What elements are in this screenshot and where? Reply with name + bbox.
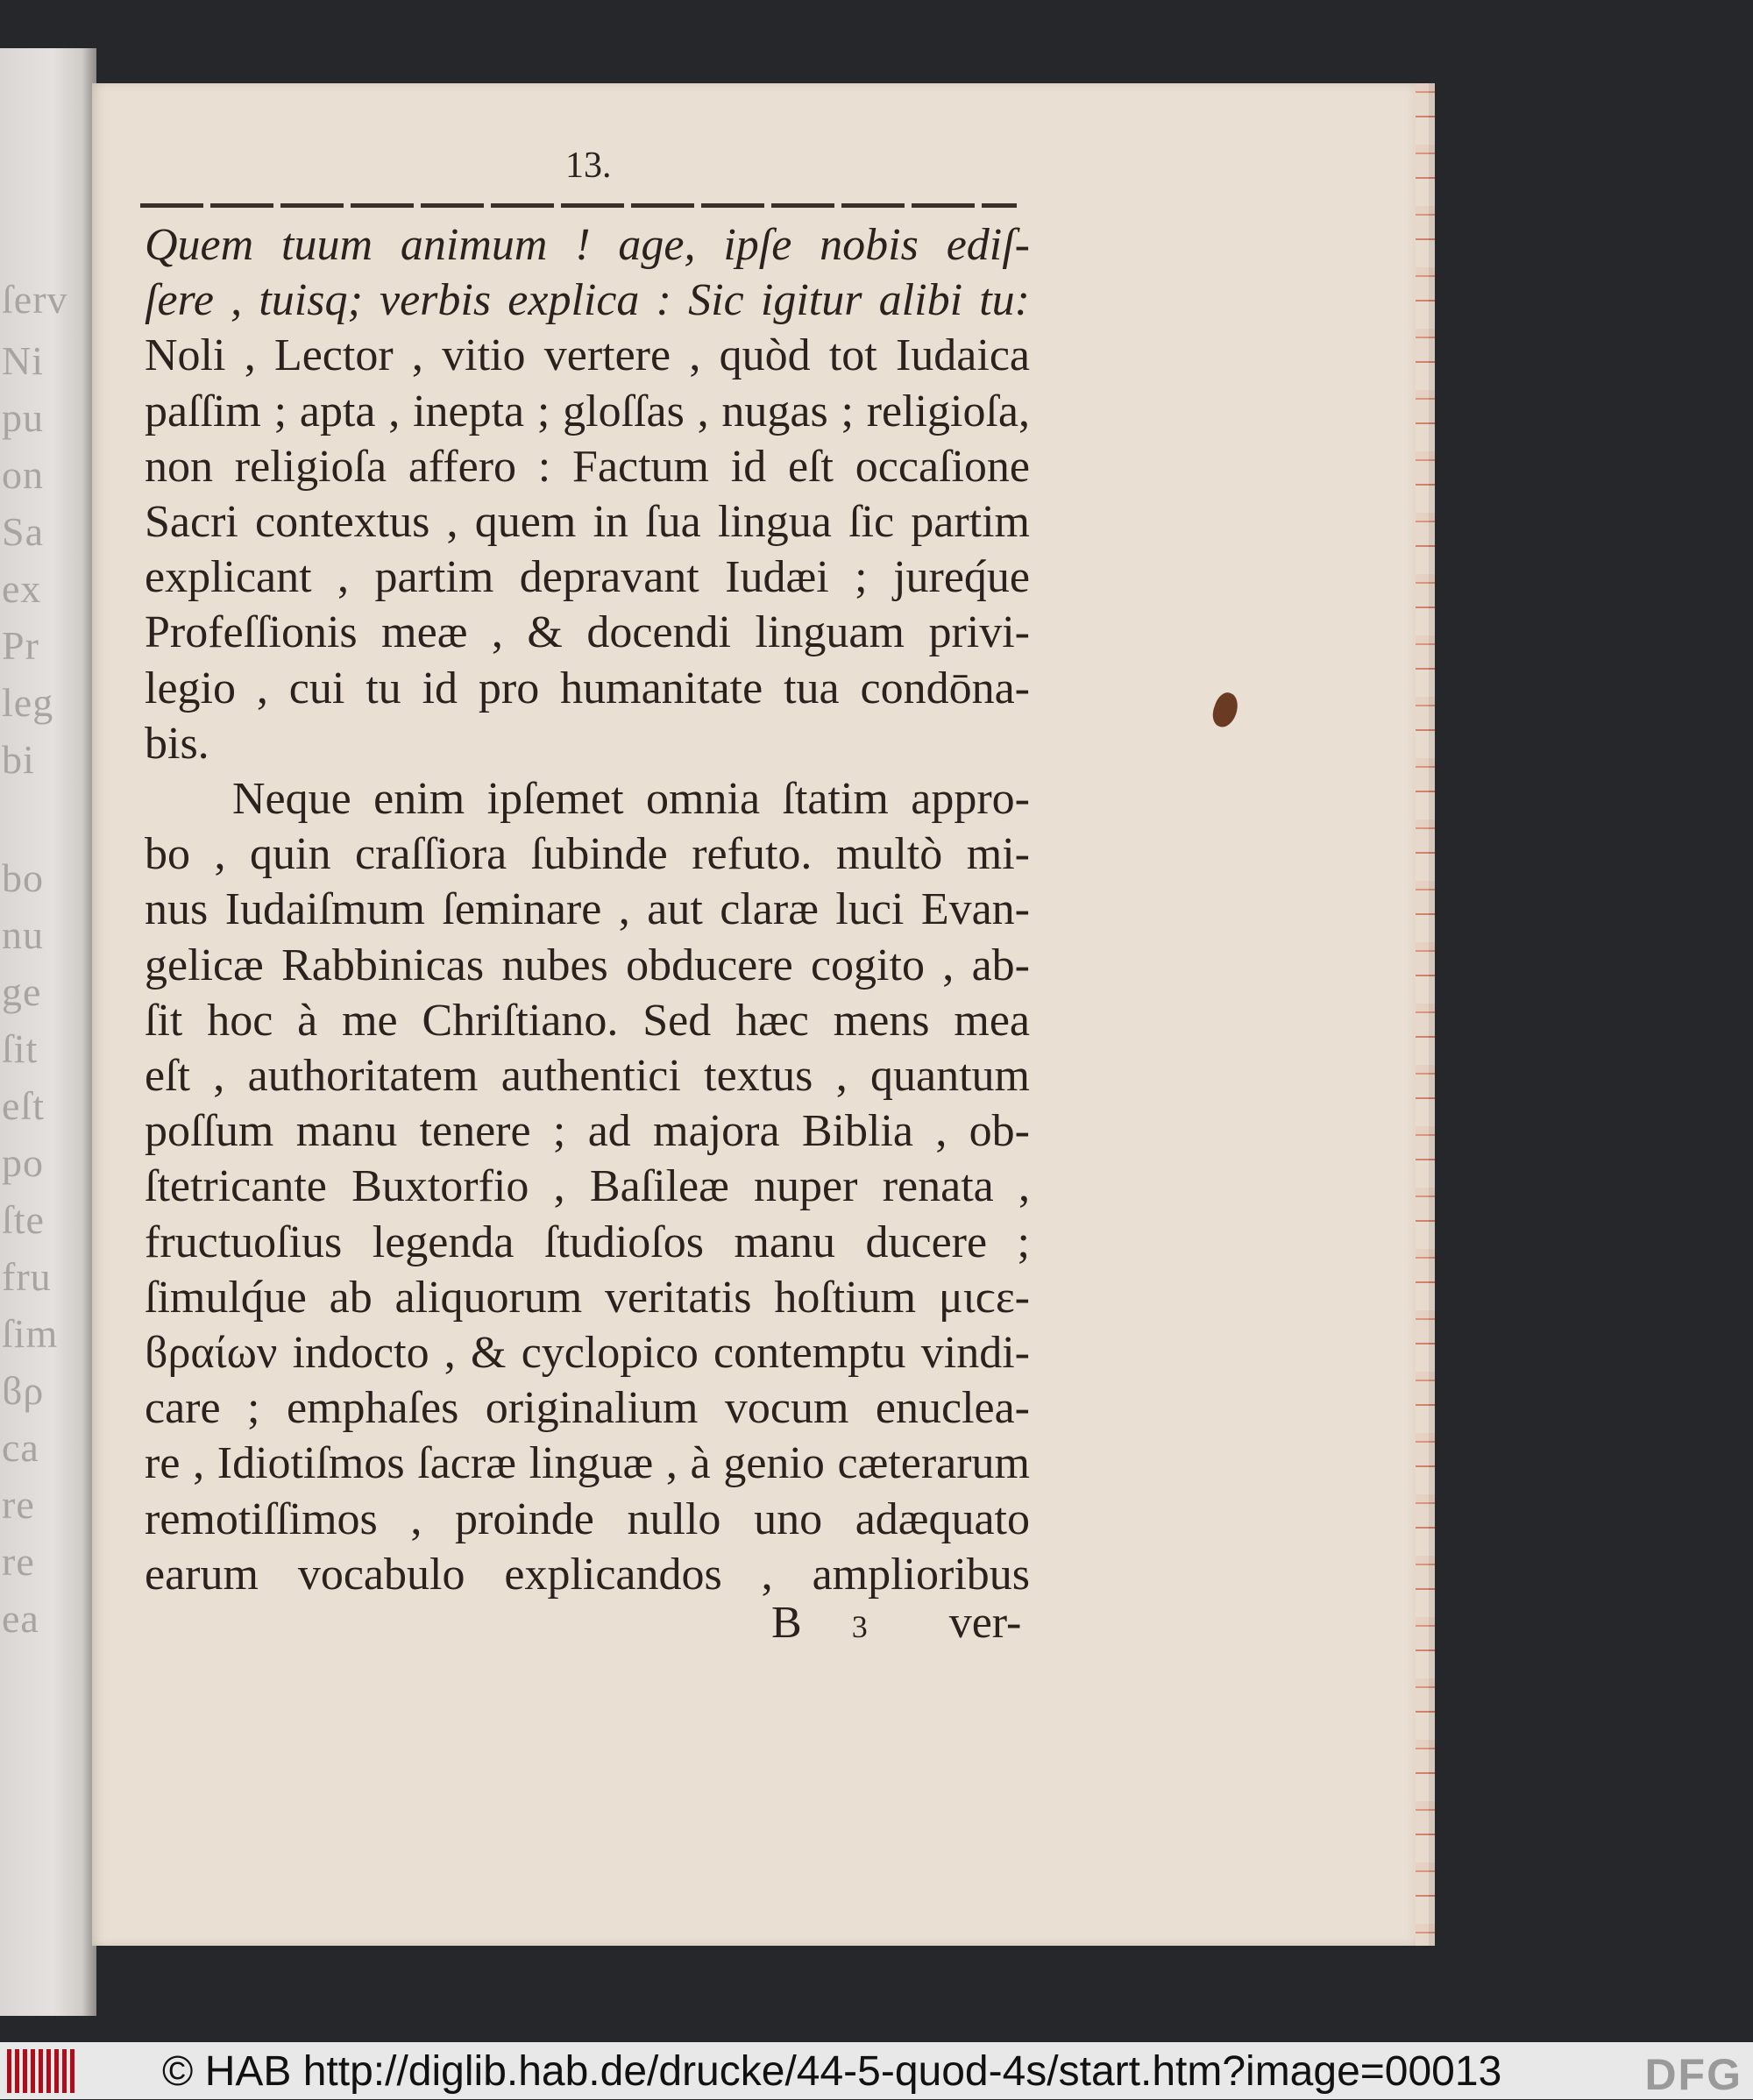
dfg-logo: DFG bbox=[1644, 2050, 1742, 2099]
text-line: non religioſa affero : Factum id eſt occaſione bbox=[145, 441, 1030, 492]
text-line: explicant , partim depravant Iudæi ; jureq́ue bbox=[145, 552, 1030, 603]
page-number: 13. bbox=[565, 145, 612, 186]
text-line: re , Idiotiſmos ſacræ linguæ , à genio cæterarum bbox=[145, 1438, 1030, 1489]
text-line: Sacri contextus , quem in ſua lingua ſic partim bbox=[145, 497, 1030, 547]
text-line: paſſim ; apta , inepta ; gloſſas , nugas ; religioſa, bbox=[145, 386, 1030, 436]
footer-copyright-url[interactable]: © HAB http://diglib.hab.de/drucke/44-5-quod-4s/start.htm?image=00013 bbox=[162, 2048, 1502, 2095]
text-line: bo , quin craſſiora ſubinde refuto. multò mi- bbox=[145, 829, 1030, 880]
signature-line bbox=[771, 1597, 1021, 1649]
text-line: ſimulq́ue ab aliquorum veritatis hoſtium μιϲε- bbox=[145, 1272, 1030, 1323]
text-line: bis. bbox=[145, 718, 209, 769]
text-line: ſit hoc à me Chriſtiano. Sed hæc mens mea bbox=[145, 995, 1030, 1046]
text-line: poſſum manu tenere ; ad majora Biblia , ob- bbox=[145, 1106, 1030, 1157]
hab-barcode-logo bbox=[7, 2049, 77, 2093]
previous-page-edge: ſerv Ni pu on Sa ex Pr leg bi bo nu ge ſit eſt po ſte fru ſim ϐρ ca re re ea bbox=[0, 48, 96, 2016]
text-line: gelicæ Rabbinicas nubes obducere cogito , ab- bbox=[145, 940, 1030, 990]
text-line: care ; emphaſes originalium vocum enuclea- bbox=[145, 1383, 1030, 1434]
text-line: Quem tuum animum ! age, ipſe nobis ediſ- bbox=[145, 220, 1030, 270]
catchword: ver- bbox=[948, 1598, 1022, 1648]
text-line: Neque enim ipſemet omnia ſtatim appro- bbox=[232, 774, 1030, 824]
text-line: ϐραίων indocto , & cyclopico contemptu vindi- bbox=[145, 1328, 1030, 1378]
text-line: nus Iudaiſmum ſeminare , aut claræ luci Evan- bbox=[145, 884, 1030, 935]
text-line: remotiſſimos , proinde nullo uno adæquato bbox=[145, 1493, 1030, 1544]
text-line: legio , cui tu id pro humanitate tua condōna- bbox=[145, 663, 1030, 713]
text-line: fructuoſius legenda ſtudioſos manu ducere ; bbox=[145, 1217, 1030, 1267]
signature-number: 3 bbox=[851, 1609, 868, 1644]
signature-mark: B bbox=[771, 1598, 802, 1648]
text-line: earum vocabulo explicandos , amplioribus bbox=[145, 1549, 1030, 1600]
text-line: Profeſſionis meæ , & docendi linguam privi- bbox=[145, 607, 1030, 658]
text-line: eſt , authoritatem authentici textus , quantum bbox=[145, 1051, 1030, 1101]
text-line: ſere , tuisq; verbis explica : Sic igitur alibi tu: bbox=[145, 275, 1030, 326]
header-rule bbox=[140, 203, 1017, 208]
text-line: ſtetricante Buxtorfio , Baſileæ nuper renata , bbox=[145, 1161, 1030, 1212]
text-line: Noli , Lector , vitio vertere , quòd tot Iudaica bbox=[145, 330, 1030, 381]
footer-bar bbox=[0, 2042, 1753, 2099]
page-edge-red bbox=[1416, 83, 1435, 1946]
